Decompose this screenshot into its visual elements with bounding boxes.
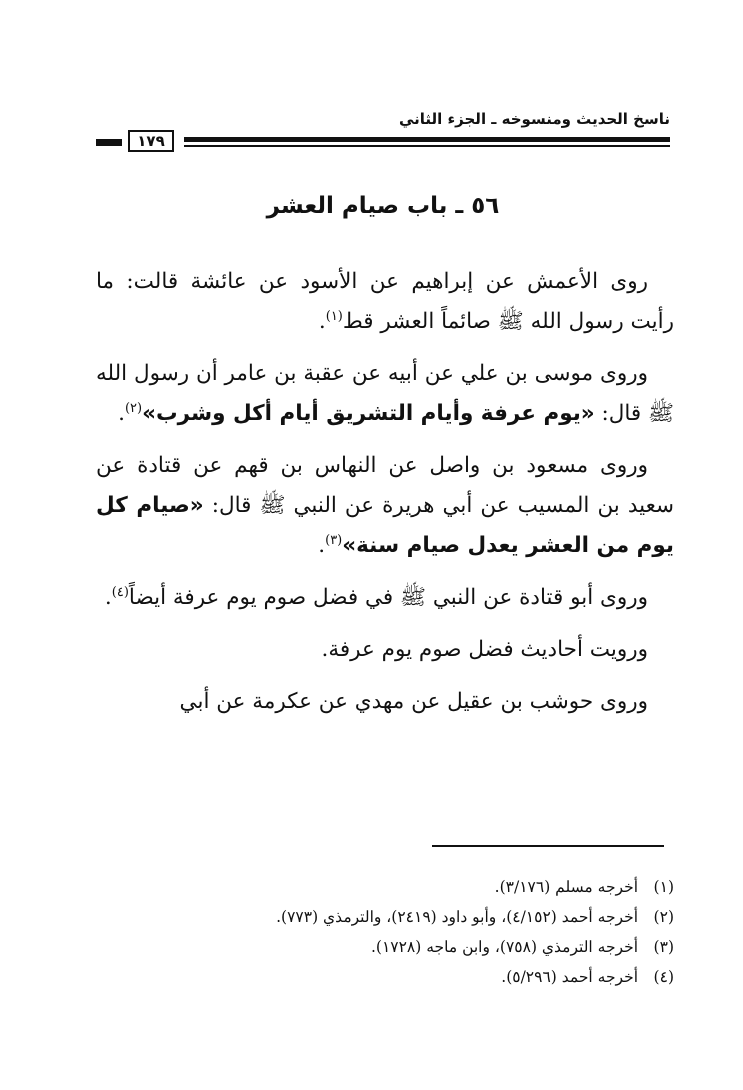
paragraph [96, 682, 674, 722]
header-rule-thick [184, 137, 670, 142]
chapter-heading: ٥٦ ـ باب صيام العشر [266, 193, 500, 219]
paragraph-end: . [318, 309, 326, 334]
footnote-separator [432, 845, 664, 847]
footnote-number: (٤) [653, 968, 674, 986]
paragraph-text: وروى مسعود بن واصل عن النهاس بن قهم عن قتادة عن سعيد بن المسيب عن أبي هريرة عن النبي ﷺ قال: [96, 453, 674, 518]
paragraph-end: . [104, 585, 112, 610]
page-header [96, 110, 670, 154]
footnote-number: (١) [653, 878, 674, 896]
header-rule-mark [96, 139, 122, 146]
paragraph-text: ورويت أحاديث فضل صوم يوم عرفة. [321, 637, 648, 662]
page-number: ١٧٩ [128, 130, 174, 152]
paragraph-end: . [318, 533, 326, 558]
footnote-number: (٢) [653, 908, 674, 926]
footnote-ref: (٢) [124, 400, 143, 416]
paragraph-text: وروى موسى بن علي عن أبيه عن عقبة بن عامر أن رسول الله ﷺ قال: [95, 361, 674, 426]
footnote [96, 872, 674, 902]
footnote-ref: (٣) [325, 532, 343, 548]
paragraph [96, 262, 674, 342]
footnote-text: أخرجه أحمد (٥/٢٩٦). [501, 968, 638, 986]
paragraph-text: وروى حوشب بن عقيل عن مهدي عن عكرمة عن أبي [179, 689, 648, 714]
footnote [96, 962, 674, 992]
footnote-number: (٣) [653, 938, 674, 956]
running-title: ناسخ الحديث ومنسوخه ـ الجزء الثاني [398, 110, 670, 128]
paragraph-end: . [118, 401, 125, 426]
paragraph-text: وروى أبو قتادة عن النبي ﷺ في فضل صوم يوم عرفة أيضاً [128, 585, 648, 610]
paragraph [96, 630, 674, 670]
footnote-ref: (٤) [111, 584, 129, 600]
paragraph [96, 446, 674, 566]
footnote [96, 902, 674, 932]
hadith-quote: «يوم عرفة وأيام التشريق أيام أكل وشرب» [142, 401, 595, 426]
paragraph-text: روى الأعمش عن إبراهيم عن الأسود عن عائشة قالت: ما رأيت رسول الله ﷺ صائماً العشر قط [96, 269, 674, 334]
footnote [96, 932, 674, 962]
hadith-quote: «صيام كل يوم من العشر يعدل صيام سنة» [96, 493, 674, 558]
body-text [96, 262, 674, 734]
footnote-text: أخرجه مسلم (٣/١٧٦). [494, 878, 638, 896]
footnotes [96, 872, 674, 992]
footnote-ref: (١) [325, 308, 343, 324]
footnote-text: أخرجه الترمذي (٧٥٨)، وابن ماجه (١٧٢٨). [370, 938, 638, 956]
paragraph [96, 354, 674, 434]
header-rule-thin [184, 145, 670, 147]
paragraph [96, 578, 674, 618]
footnote-text: أخرجه أحمد (٤/١٥٢)، وأبو داود (٢٤١٩)، والترمذي (٧٧٣). [276, 908, 638, 926]
